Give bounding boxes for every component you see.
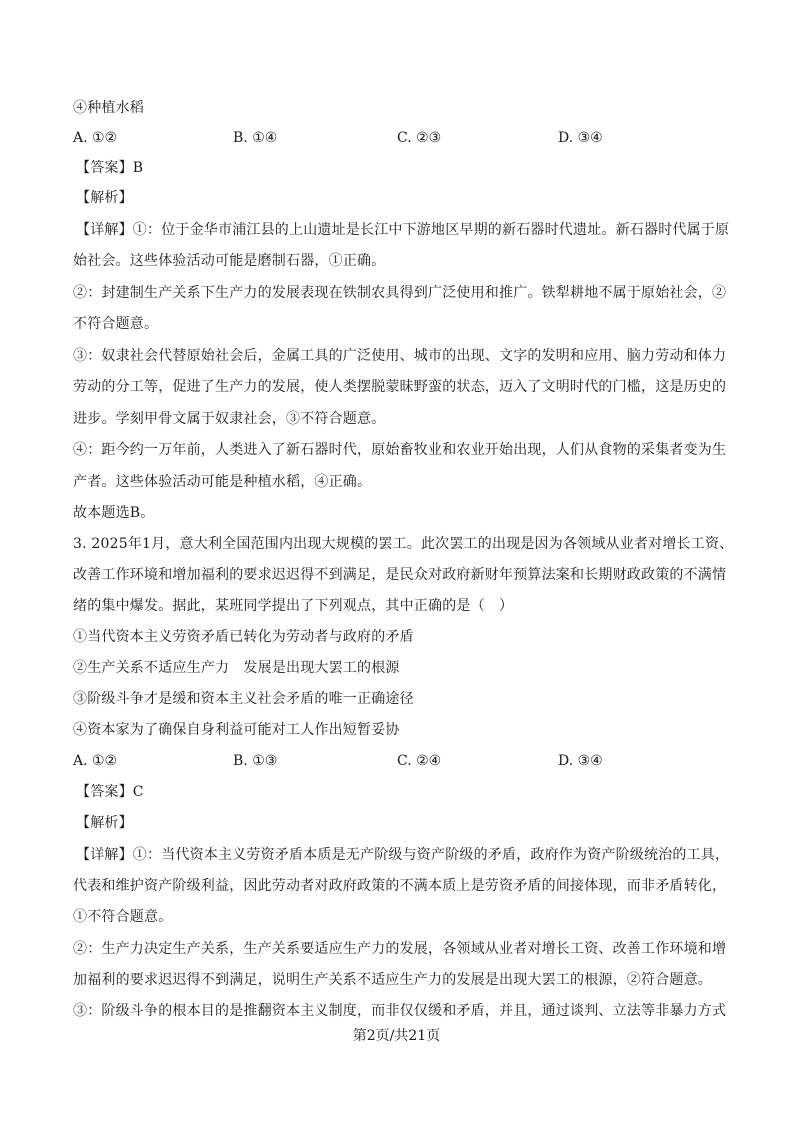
- explanation-line: 加福利的要求迟迟得不到满足，说明生产关系不适应生产力的发展是出现大罢工的根源，②符合题意。: [73, 972, 712, 988]
- explanation-line: ④：距今约一万年前，人类进入了新石器时代，原始畜牧业和农业开始出现，人们从食物的采集者变为生: [73, 442, 727, 458]
- explanation-line: ③：奴隶社会代替原始社会后，金属工具的广泛使用、城市的出现、文字的发明和应用、脑力劳动和体力: [73, 348, 727, 364]
- explanation-line: 代表和维护资产阶级利益，因此劳动者对政府政策的不满本质上是劳资矛盾的间接体现，而非矛盾转化，: [73, 878, 727, 894]
- statement-1: ①当代资本主义劳资矛盾已转化为劳动者与政府的矛盾: [73, 629, 414, 645]
- explanation-line: 【详解】①：当代资本主义劳资矛盾本质是无产阶级与资产阶级的矛盾，政府作为资产阶级统治的工具，: [76, 847, 730, 863]
- question-stem: 改善工作环境和增加福利的要求迟迟得不到满足，是民众对政府新财年预算法案和长期财政政策的不满情: [73, 567, 727, 583]
- answer-label: 【答案】B: [76, 160, 144, 176]
- choice-options-q3: [73, 752, 733, 770]
- explanation-line: ②：生产力决定生产关系，生产关系要适应生产力的发展，各领域从业者对增长工资、改善工作环境和增: [73, 941, 727, 957]
- explanation-line: ②：封建制生产关系下生产力的发展表现在铁制农具得到广泛使用和推广。铁犁耕地不属于原始社会，②: [73, 285, 727, 301]
- explanation-line: 劳动的分工等，促进了生产力的发展，使人类摆脱蒙昧野蛮的状态，迈入了文明时代的门槛，这是历史的: [73, 379, 727, 395]
- option-b: B. ①④: [233, 130, 278, 146]
- statement-2: ②生产关系不适应生产力 发展是出现大罢工的根源: [73, 660, 400, 676]
- option-c: C. ②④: [397, 753, 442, 769]
- explanation-line: 始社会。这些体验活动可能是磨制石器，①正确。: [73, 253, 386, 269]
- explanation-line: 进步。学刻甲骨文属于奴隶社会，③不符合题意。: [73, 411, 386, 427]
- option-a: A. ①②: [73, 753, 118, 769]
- explanation-line: 【详解】①：位于金华市浦江县的上山遗址是长江中下游地区早期的新石器时代遗址。新石器时代属于原: [76, 222, 730, 238]
- explanation-line: ①不符合题意。: [73, 909, 173, 925]
- explanation-line: ③：阶级斗争的根本目的是推翻资本主义制度，而非仅仅缓和矛盾，并且，通过谈判、立法等非暴力方式: [73, 1003, 727, 1019]
- choice-options-q2: [73, 129, 733, 147]
- option-c: C. ②③: [397, 130, 442, 146]
- answer-option-line: ④种植水稻: [73, 100, 144, 116]
- explanation-line: 产者。这些体验活动可能是种植水稻，④正确。: [73, 474, 372, 490]
- analysis-label: 【解析】: [76, 815, 133, 831]
- option-b: B. ①③: [233, 753, 278, 769]
- option-d: D. ③④: [558, 753, 603, 769]
- statement-4: ④资本家为了确保自身利益可能对工人作出短暂妥协: [73, 722, 400, 738]
- question-stem: 绪的集中爆发。据此，某班同学提出了下列观点，其中正确的是（ ）: [73, 598, 514, 614]
- conclusion-line: 故本题选B。: [73, 505, 155, 521]
- question-stem: 3. 2025年1月，意大利全国范围内出现大规模的罢工。此次罢工的出现是因为各领域从业者对增长工资、: [73, 536, 734, 552]
- option-a: A. ①②: [73, 130, 118, 146]
- answer-label: 【答案】C: [76, 784, 144, 800]
- option-d: D. ③④: [558, 130, 603, 146]
- analysis-label: 【解析】: [76, 190, 133, 206]
- page-number-footer: 第2页/共21页: [352, 1028, 441, 1044]
- statement-3: ③阶级斗争才是缓和资本主义社会矛盾的唯一正确途径: [73, 691, 414, 707]
- explanation-line: 不符合题意。: [73, 316, 159, 332]
